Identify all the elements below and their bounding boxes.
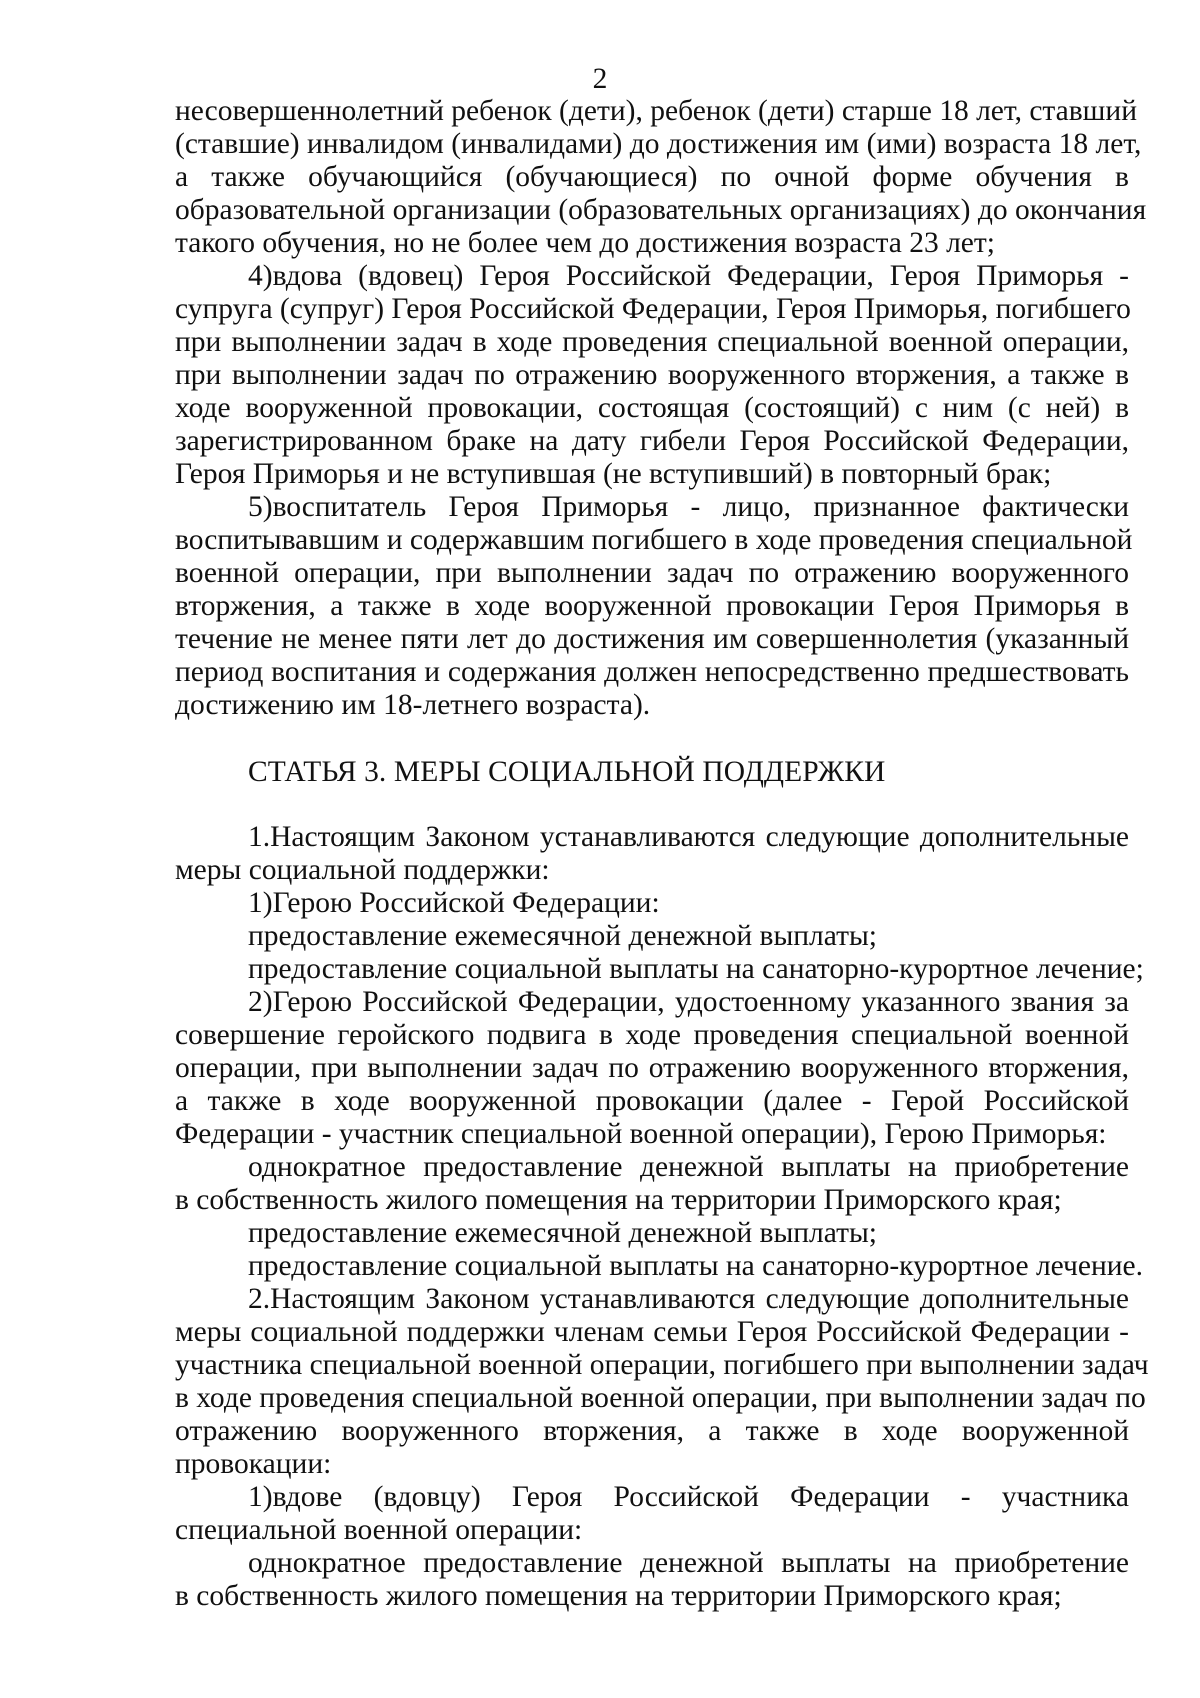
text-line: образовательной организации (образовательных организациях) до окончания <box>175 194 1147 226</box>
page-number: 2 <box>592 63 608 95</box>
paragraph-first-line: 4)вдова (вдовец) Героя Российской Федерации, Героя Приморья - <box>248 260 1129 292</box>
text-line: такого обучения, но не более чем до достижения возраста 23 лет; <box>175 227 995 259</box>
text-line: а также обучающийся (обучающиеся) по очной форме обучения в <box>175 161 1129 193</box>
text-line: Героя Приморья и не вступившая (не вступивший) в повторный брак; <box>175 458 1052 490</box>
text-line: течение не менее пяти лет до достижения им совершеннолетия (указанный <box>175 623 1129 655</box>
paragraph-first-line: 2.Настоящим Законом устанавливаются следующие дополнительные <box>248 1283 1129 1315</box>
list-item: предоставление социальной выплаты на санаторно-курортное лечение; <box>248 953 1144 985</box>
text-line: совершение геройского подвига в ходе проведения специальной военной <box>175 1019 1129 1051</box>
list-item: 1)Герою Российской Федерации: <box>248 887 660 919</box>
text-line: операции, при выполнении задач по отражению вооруженного вторжения, <box>175 1052 1129 1084</box>
text-line: военной операции, при выполнении задач по отражению вооруженного <box>175 557 1129 589</box>
text-line: провокации: <box>175 1448 332 1480</box>
text-line: супруга (супруг) Героя Российской Федерации, Героя Приморья, погибшего <box>175 293 1131 325</box>
text-line: зарегистрированном браке на дату гибели Героя Российской Федерации, <box>175 425 1129 457</box>
text-line: несовершеннолетний ребенок (дети), ребенок (дети) старше 18 лет, ставший <box>175 95 1137 127</box>
text-line: а также в ходе вооруженной провокации (далее - Герой Российской <box>175 1085 1129 1117</box>
article-heading: СТАТЬЯ 3. МЕРЫ СОЦИАЛЬНОЙ ПОДДЕРЖКИ <box>248 756 886 788</box>
text-line: достижению им 18-летнего возраста). <box>175 689 651 721</box>
list-item: предоставление ежемесячной денежной выплаты; <box>248 1217 878 1249</box>
text-line: при выполнении задач в ходе проведения специальной военной операции, <box>175 326 1129 358</box>
paragraph-first-line: 1.Настоящим Законом устанавливаются следующие дополнительные <box>248 821 1129 853</box>
text-line: участника специальной военной операции, погибшего при выполнении задач <box>175 1349 1149 1381</box>
list-item: предоставление социальной выплаты на санаторно-курортное лечение. <box>248 1250 1144 1282</box>
paragraph-first-line: 2)Герою Российской Федерации, удостоенному указанного звания за <box>248 986 1129 1018</box>
text-line: вторжения, а также в ходе вооруженной провокации Героя Приморья в <box>175 590 1129 622</box>
text-line: (ставшие) инвалидом (инвалидами) до достижения им (ими) возраста 18 лет, <box>175 128 1142 160</box>
paragraph-first-line: однократное предоставление денежной выплаты на приобретение <box>248 1547 1129 1579</box>
text-line: в собственность жилого помещения на территории Приморского края; <box>175 1580 1062 1612</box>
text-line: при выполнении задач по отражению вооруженного вторжения, а также в <box>175 359 1129 391</box>
list-item: предоставление ежемесячной денежной выплаты; <box>248 920 878 952</box>
document-body <box>175 95 1149 1613</box>
text-line: ходе вооруженной провокации, состоящая (состоящий) с ним (с ней) в <box>175 392 1129 424</box>
text-line: специальной военной операции: <box>175 1514 583 1546</box>
paragraph-first-line: 1)вдове (вдовцу) Героя Российской Федерации - участника <box>248 1481 1129 1513</box>
text-line: воспитывавшим и содержавшим погибшего в ходе проведения специальной <box>175 524 1133 556</box>
paragraph-first-line: однократное предоставление денежной выплаты на приобретение <box>248 1151 1129 1183</box>
text-line: меры социальной поддержки: <box>175 854 550 886</box>
text-line: в собственность жилого помещения на территории Приморского края; <box>175 1184 1062 1216</box>
text-line: период воспитания и содержания должен непосредственно предшествовать <box>175 656 1129 688</box>
text-line: Федерации - участник специальной военной операции), Герою Приморья: <box>175 1118 1107 1150</box>
text-line: меры социальной поддержки членам семьи Героя Российской Федерации - <box>175 1316 1129 1348</box>
text-line: в ходе проведения специальной военной операции, при выполнении задач по <box>175 1382 1146 1414</box>
paragraph-first-line: 5)воспитатель Героя Приморья - лицо, признанное фактически <box>248 491 1129 523</box>
text-line: отражению вооруженного вторжения, а также в ходе вооруженной <box>175 1415 1129 1447</box>
